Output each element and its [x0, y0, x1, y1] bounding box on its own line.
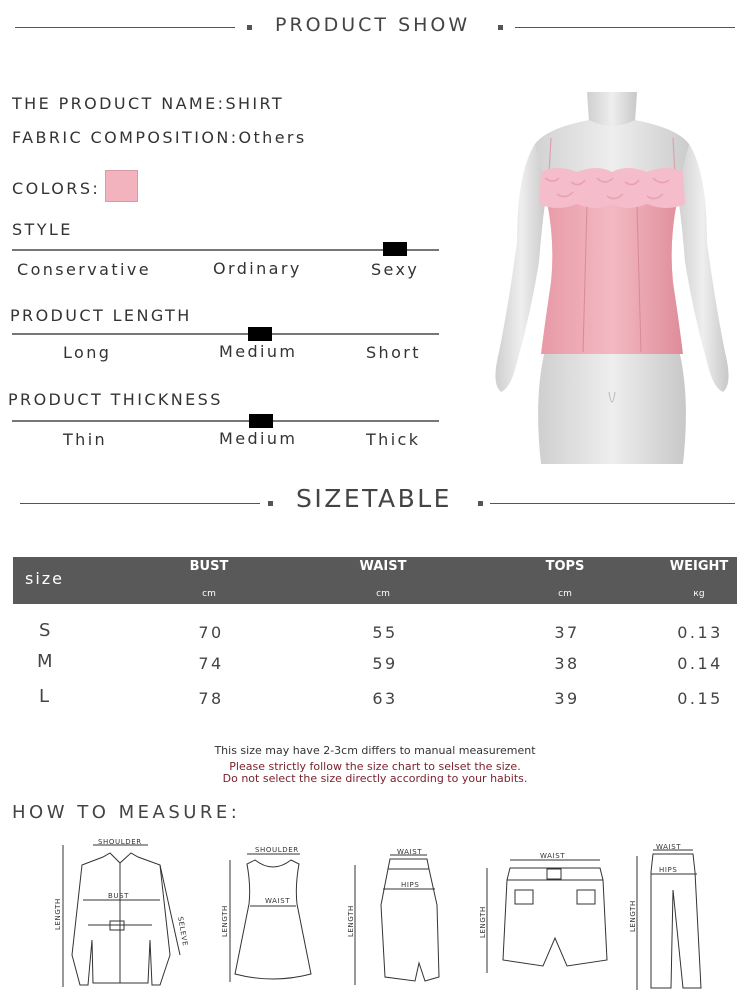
- product-photo: [487, 92, 737, 464]
- color-swatch-pink[interactable]: [105, 170, 138, 202]
- length-title: PRODUCT LENGTH: [10, 306, 192, 325]
- header-bust: BUST: [189, 559, 229, 574]
- hips-label: HIPS: [659, 866, 678, 874]
- fabric-composition: [12, 128, 307, 147]
- thickness-label-thin: Thin: [63, 430, 108, 449]
- cell-bust: 78: [198, 689, 224, 708]
- length-label: LENGTH: [221, 905, 229, 937]
- divider-dot: [478, 501, 483, 506]
- length-label: LENGTH: [54, 898, 62, 930]
- size-note: This size may have 2-3cm differs to manual measurement: [214, 744, 536, 757]
- length-label: LENGTH: [629, 900, 637, 932]
- section-title: SIZETABLE: [296, 484, 452, 513]
- thickness-scale-marker: [249, 414, 273, 428]
- cell-bust: 74: [198, 654, 224, 673]
- cell-weight: 0.14: [677, 654, 723, 673]
- divider-line: [20, 503, 260, 504]
- cell-tops: 38: [554, 654, 580, 673]
- size-warning-2: Do not select the size directly according to your habits.: [222, 772, 528, 785]
- waist-label: WAIST: [397, 848, 423, 856]
- shoulder-label: SHOULDER: [98, 838, 142, 846]
- sleeve-label: SELEVE: [176, 915, 190, 947]
- shoulder-label: SHOULDER: [255, 846, 299, 854]
- style-label-conservative: Conservative: [17, 260, 151, 279]
- header-tops-unit: cm: [558, 589, 572, 599]
- size-table-header: [13, 557, 737, 604]
- skirt-measure-diagram: [345, 845, 445, 990]
- divider-dot: [247, 25, 252, 30]
- cell-weight: 0.15: [677, 689, 723, 708]
- cell-tops: 37: [554, 623, 580, 642]
- divider-dot: [498, 25, 503, 30]
- waist-label: WAIST: [540, 852, 566, 860]
- length-label-long: Long: [63, 343, 112, 362]
- divider-dot: [268, 501, 273, 506]
- style-label-sexy: Sexy: [371, 260, 420, 279]
- cell-waist: 63: [372, 689, 398, 708]
- how-to-measure-title: HOW TO MEASURE:: [12, 802, 241, 823]
- header-weight: WEIGHT: [669, 559, 729, 574]
- length-label: LENGTH: [479, 906, 487, 938]
- hips-label: HIPS: [401, 881, 420, 889]
- waist-label: WAIST: [656, 843, 682, 851]
- cell-tops: 39: [554, 689, 580, 708]
- divider-line: [15, 27, 235, 28]
- thickness-label-thick: Thick: [366, 430, 421, 449]
- cell-waist: 59: [372, 654, 398, 673]
- length-scale-marker: [248, 327, 272, 341]
- thickness-label-medium: Medium: [219, 429, 298, 448]
- bust-label: BUST: [108, 892, 130, 900]
- length-scale-line: [12, 333, 439, 335]
- style-scale-line: [12, 249, 439, 251]
- header-weight-unit: кg: [693, 589, 705, 599]
- product-name: THE PRODUCT NAME:SHIRT: [12, 94, 285, 113]
- header-waist-unit: cm: [376, 589, 390, 599]
- divider-line: [490, 503, 735, 504]
- length-label-medium: Medium: [219, 342, 298, 361]
- header-size: size: [25, 569, 65, 588]
- fabric-value: Others: [238, 128, 307, 147]
- dress-measure-diagram: [215, 842, 315, 987]
- section-title: PRODUCT SHOW: [275, 14, 471, 36]
- pants-measure-diagram: [625, 842, 705, 992]
- jacket-measure-diagram: [48, 835, 198, 990]
- style-label-ordinary: Ordinary: [213, 259, 302, 278]
- row-size: S: [39, 620, 51, 641]
- cell-weight: 0.13: [677, 623, 723, 642]
- cell-bust: 70: [198, 623, 224, 642]
- row-size: M: [37, 651, 53, 672]
- length-label-short: Short: [366, 343, 421, 362]
- thickness-scale-line: [12, 420, 439, 422]
- fabric-label: FABRIC COMPOSITION:: [12, 128, 239, 147]
- length-label: LENGTH: [347, 905, 355, 937]
- shorts-measure-diagram: [475, 848, 610, 978]
- cell-waist: 55: [372, 623, 398, 642]
- header-tops: TOPS: [545, 559, 585, 574]
- waist-label: WAIST: [265, 897, 291, 905]
- divider-line: [515, 27, 735, 28]
- header-waist: WAIST: [359, 559, 407, 574]
- row-size: L: [39, 686, 50, 707]
- size-warning-1: Please strictly follow the size chart to selset the size.: [229, 760, 521, 773]
- style-scale-marker: [383, 242, 407, 256]
- colors-label: COLORS:: [12, 179, 101, 198]
- style-title: STYLE: [12, 220, 73, 239]
- thickness-title: PRODUCT THICKNESS: [8, 390, 223, 409]
- header-bust-unit: cm: [202, 589, 216, 599]
